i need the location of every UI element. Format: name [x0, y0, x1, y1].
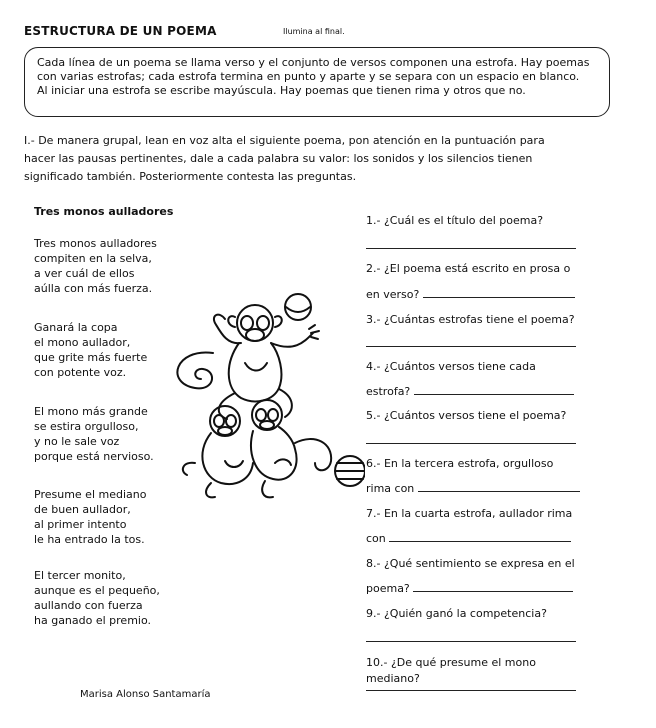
instruction-line: significado también. Posteriormente contesta las preguntas. [24, 170, 357, 183]
verse: al primer intento [34, 518, 127, 531]
question-8-cont [366, 581, 586, 597]
question-3: 3.- ¿Cuántas estrofas tiene el poema? [366, 313, 575, 326]
verse: y no le sale voz [34, 435, 120, 448]
answer-line-8[interactable] [413, 581, 573, 592]
intro-line: Cada línea de un poema se llama verso y el conjunto de versos componen una estrofa. Hay poemas [37, 56, 590, 69]
verse: se estira orgulloso, [34, 420, 139, 433]
ball-icon [285, 294, 311, 320]
question-1: 1.- ¿Cuál es el título del poema? [366, 214, 544, 227]
question-4: 4.- ¿Cuántos versos tiene cada [366, 360, 536, 373]
intro-box [24, 47, 610, 117]
tail-spiral-icon [177, 353, 213, 389]
answer-line-9[interactable] [366, 641, 576, 642]
question-8: 8.- ¿Qué sentimiento se expresa en el [366, 557, 575, 570]
page-title: ESTRUCTURA DE UN POEMA [24, 24, 217, 38]
question-4-cont [366, 384, 586, 400]
question-5: 5.- ¿Cuántos versos tiene el poema? [366, 409, 567, 422]
question-2: 2.- ¿El poema está escrito en prosa o [366, 262, 571, 275]
monkeys-illustration [155, 293, 365, 503]
instruction-line: hacer las pausas pertinentes, dale a cada palabra su valor: los sonidos y los silencios tienen [24, 152, 533, 165]
verse: Tres monos aulladores [34, 237, 157, 250]
question-2-cont [366, 287, 586, 303]
answer-line-5[interactable] [366, 443, 576, 444]
question-6: 6.- En la tercera estrofa, orgulloso [366, 457, 554, 470]
question-9: 9.- ¿Quién ganó la competencia? [366, 607, 547, 620]
verse: que grite más fuerte [34, 351, 148, 364]
answer-line-7[interactable] [389, 531, 571, 542]
verse: Presume el mediano [34, 488, 147, 501]
poem-stanza-5 [34, 568, 204, 628]
answer-line-4[interactable] [414, 384, 574, 395]
verse: aúlla con más fuerza. [34, 282, 153, 295]
question-7-tail: con [366, 532, 386, 545]
verse: aunque es el pequeño, [34, 584, 160, 597]
poem-author: Marisa Alonso Santamaría [80, 689, 211, 700]
intro-line: con varias estrofas; cada estrofa termina en punto y aparte y se separa con un espacio en blanco. [37, 70, 580, 83]
verse: el mono aullador, [34, 336, 131, 349]
verse: aullando con fuerza [34, 599, 143, 612]
poem-title: Tres monos aulladores [34, 205, 174, 218]
instructions [24, 132, 624, 186]
question-10: 10.- ¿De qué presume el mono mediano? [366, 656, 536, 685]
instruction-line: I.- De manera grupal, lean en voz alta el siguiente poema, pon atención en la puntuación para [24, 134, 545, 147]
answer-line-1[interactable] [366, 248, 576, 249]
question-8-tail: poema? [366, 582, 410, 595]
poem-stanza-1 [34, 236, 204, 296]
answer-line-2[interactable] [423, 287, 575, 298]
verse: de buen aullador, [34, 503, 131, 516]
question-7-cont [366, 531, 586, 547]
verse: compiten en la selva, [34, 252, 152, 265]
verse: con potente voz. [34, 366, 127, 379]
answer-line-3[interactable] [366, 346, 576, 347]
question-6-cont [366, 481, 586, 497]
verse: El tercer monito, [34, 569, 126, 582]
verse: a ver cuál de ellos [34, 267, 135, 280]
verse: Ganará la copa [34, 321, 118, 334]
question-2-tail: en verso? [366, 288, 420, 301]
question-4-tail: estrofa? [366, 385, 411, 398]
question-7: 7.- En la cuarta estrofa, aullador rima [366, 507, 573, 520]
coloring-note: Ilumina al final. [283, 27, 345, 36]
verse: le ha entrado la tos. [34, 533, 145, 546]
verse: El mono más grande [34, 405, 148, 418]
verse: porque está nervioso. [34, 450, 154, 463]
intro-line: Al iniciar una estrofa se escribe mayúscula. Hay poemas que tienen rima y otros que no. [37, 84, 526, 97]
verse: ha ganado el premio. [34, 614, 152, 627]
question-6-tail: rima con [366, 482, 415, 495]
answer-line-6[interactable] [418, 481, 580, 492]
answer-line-10[interactable] [366, 690, 576, 691]
